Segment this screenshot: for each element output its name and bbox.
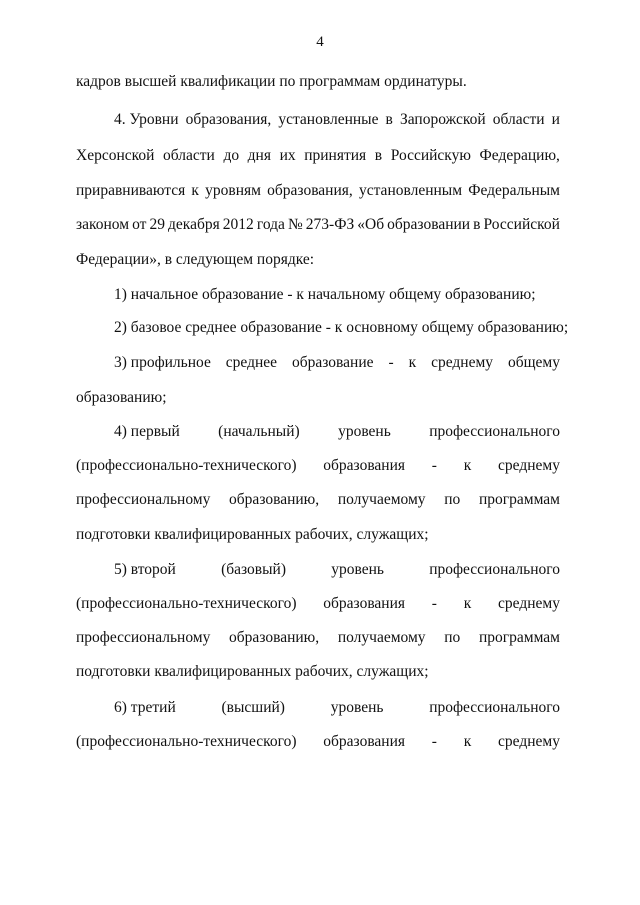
text-word: от <box>132 216 147 233</box>
text-word: программам <box>479 629 560 646</box>
text-word: (профессионально-технического) <box>76 733 297 750</box>
text-word: в <box>473 216 481 233</box>
text-word: уровень <box>331 561 384 578</box>
text-word: образования, <box>185 111 272 128</box>
text-line <box>76 181 560 201</box>
text-line <box>76 594 560 614</box>
text-word: 3) профильное <box>114 354 211 371</box>
text-word: программам <box>479 491 560 508</box>
text-word: к <box>191 182 199 199</box>
text-word: образования <box>323 457 406 474</box>
text-word: профессионального <box>429 561 560 578</box>
text-word: получаемому <box>337 629 426 646</box>
text-word: 6) третий <box>114 699 176 716</box>
text-line <box>76 388 560 408</box>
text-word: среднему <box>431 354 494 371</box>
text-word: принятия <box>304 147 367 164</box>
text-word: кадров высшей квалификации по программам ординатуры. <box>76 73 467 90</box>
text-line <box>76 250 560 270</box>
text-word: образование <box>292 354 374 371</box>
text-word: 2012 <box>222 216 254 233</box>
text-word: подготовки квалифицированных рабочих, служащих; <box>76 526 429 543</box>
text-line <box>76 732 560 752</box>
list-item <box>114 318 569 338</box>
text-word: - <box>431 733 437 750</box>
text-word: (высший) <box>221 699 285 716</box>
text-word: среднему <box>498 733 560 750</box>
text-word: в <box>374 147 383 164</box>
text-word: Российской <box>483 216 560 233</box>
text-word: среднее <box>225 354 278 371</box>
text-word: 2) базовое среднее образование - к основному общему образованию; <box>114 319 569 336</box>
text-word: 4) первый <box>114 423 180 440</box>
text-word: Российскую <box>390 147 471 164</box>
text-word: - <box>431 457 437 474</box>
text-line <box>76 72 560 92</box>
text-word: (базовый) <box>221 561 286 578</box>
text-word: их <box>279 147 296 164</box>
text-word: до <box>223 147 240 164</box>
text-word: уровням <box>205 182 261 199</box>
text-word: (профессионально-технического) <box>76 595 297 612</box>
list-item <box>114 560 560 580</box>
text-word: в <box>385 111 393 128</box>
text-line <box>76 662 560 682</box>
text-line <box>76 490 560 510</box>
text-word: области <box>163 147 215 164</box>
text-word: образованию, <box>229 629 320 646</box>
text-word: к <box>408 354 417 371</box>
text-word: 273-ФЗ <box>305 216 355 233</box>
text-word: уровень <box>338 423 391 440</box>
text-word: 29 <box>149 216 165 233</box>
text-word: профессиональному <box>76 629 211 646</box>
text-word: - <box>388 354 394 371</box>
text-word: образованию, <box>229 491 320 508</box>
text-word: к <box>463 457 472 474</box>
text-word: образования <box>323 595 406 612</box>
text-word: установленные <box>278 111 379 128</box>
text-word: уровень <box>330 699 384 716</box>
text-word: Херсонской <box>76 147 155 164</box>
text-word: Федеральным <box>468 182 560 199</box>
text-word: приравниваются <box>76 182 186 199</box>
text-word: образовании <box>387 216 471 233</box>
text-line <box>114 110 560 130</box>
text-line <box>76 146 560 166</box>
text-word: 5) второй <box>114 561 176 578</box>
text-word: (профессионально-технического) <box>76 457 297 474</box>
text-word: (начальный) <box>218 423 300 440</box>
text-word: образования <box>323 733 406 750</box>
text-line <box>76 525 560 545</box>
text-word: и <box>551 111 560 128</box>
list-item <box>114 353 560 373</box>
text-word: по <box>444 491 461 508</box>
text-word: подготовки квалифицированных рабочих, служащих; <box>76 663 429 680</box>
text-word: законом <box>76 216 130 233</box>
text-line <box>76 456 560 476</box>
text-word: «Об <box>357 216 385 233</box>
text-word: декабря <box>168 216 220 233</box>
text-word: Запорожской <box>399 111 486 128</box>
page-number: 4 <box>316 34 324 50</box>
text-word: 1) начальное образование - к начальному общему образованию; <box>114 286 536 303</box>
text-line <box>76 215 560 235</box>
text-word: установленным <box>358 182 463 199</box>
text-word: - <box>431 595 437 612</box>
text-word: дня <box>247 147 271 164</box>
text-word: общему <box>507 354 560 371</box>
text-word: № <box>287 216 303 233</box>
text-word: получаемому <box>337 491 426 508</box>
text-word: Федерации», в следующем порядке: <box>76 251 315 268</box>
text-word: профессионального <box>429 423 560 440</box>
text-word: среднему <box>498 595 560 612</box>
text-word: среднему <box>498 457 560 474</box>
list-item <box>114 698 560 718</box>
text-word: профессиональному <box>76 491 211 508</box>
text-word: Федерацию, <box>479 147 560 164</box>
text-word: года <box>256 216 285 233</box>
list-item <box>114 422 560 442</box>
text-word: по <box>444 629 461 646</box>
text-word: 4. Уровни <box>114 111 179 128</box>
text-word: области <box>492 111 545 128</box>
text-line <box>76 628 560 648</box>
text-word: к <box>463 733 472 750</box>
text-word: профессионального <box>429 699 560 716</box>
text-word: к <box>463 595 472 612</box>
text-word: образованию; <box>76 389 167 406</box>
text-word: образования, <box>267 182 353 199</box>
list-item <box>114 285 560 305</box>
